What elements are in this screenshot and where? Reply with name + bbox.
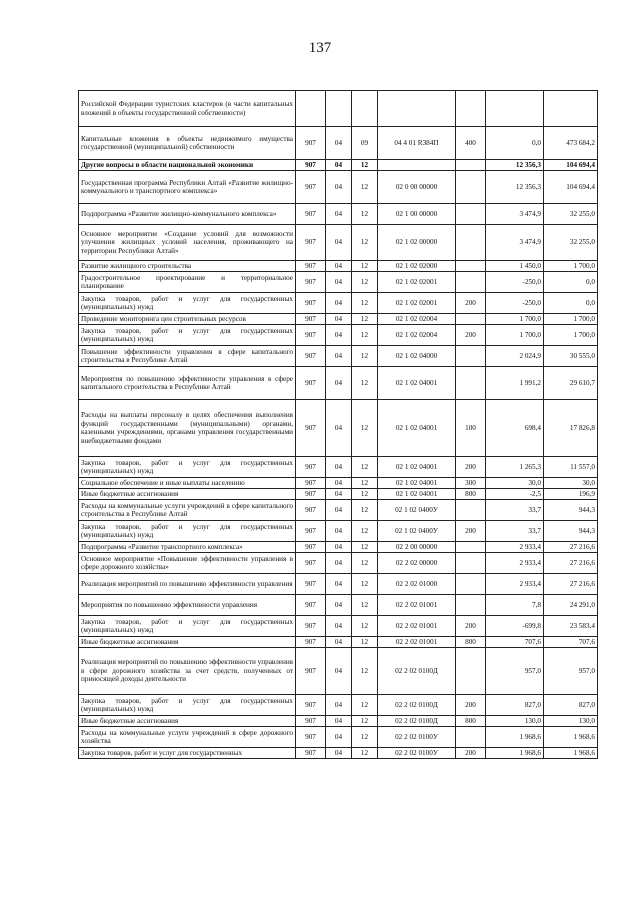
row-name: Мероприятия по повышению эффективности управления (79, 595, 296, 616)
row-name: Иные бюджетные ассигнования (79, 489, 296, 500)
row-rz-code: 04 (326, 542, 352, 553)
row-rz-code: 04 (326, 748, 352, 759)
row-gr-code: 907 (296, 160, 326, 171)
table-row (79, 521, 598, 542)
row-pr-code: 09 (352, 127, 378, 160)
row-amount-1: 1 968,6 (486, 727, 544, 748)
table-row (79, 478, 598, 489)
row-name: Государственная программа Республики Алтай «Развитие жилищно-коммунального и транспортного комплекса» (79, 171, 296, 204)
row-csr-code (378, 160, 456, 171)
row-rz-code: 04 (326, 695, 352, 716)
row-csr-code: 02 1 02 04001 (378, 367, 456, 400)
row-amount-2: 30,0 (544, 478, 598, 489)
row-pr-code: 12 (352, 457, 378, 478)
row-name: Российской Федерации туристских кластеров (в части капитальных вложений в объекты государственной собственности) (79, 91, 296, 127)
row-rz-code: 04 (326, 478, 352, 489)
row-amount-1: 957,0 (486, 648, 544, 695)
row-amount-1: -699,8 (486, 616, 544, 637)
row-gr-code: 907 (296, 314, 326, 325)
table-row (79, 261, 598, 272)
row-pr-code: 12 (352, 367, 378, 400)
row-rz-code: 04 (326, 293, 352, 314)
row-name: Подпрограмма «Развитие транспортного комплекса» (79, 542, 296, 553)
row-vr-code (456, 500, 486, 521)
row-vr-code: 400 (456, 127, 486, 160)
row-amount-2: 1 700,0 (544, 261, 598, 272)
table-row (79, 91, 598, 127)
row-amount-1: 12 356,3 (486, 160, 544, 171)
row-vr-code (456, 225, 486, 261)
row-amount-2: 24 291,0 (544, 595, 598, 616)
table-row (79, 727, 598, 748)
row-amount-1: -250,0 (486, 272, 544, 293)
row-vr-code (456, 314, 486, 325)
table-row (79, 314, 598, 325)
table-row (79, 542, 598, 553)
row-vr-code (456, 272, 486, 293)
row-gr-code: 907 (296, 500, 326, 521)
row-vr-code (456, 261, 486, 272)
row-vr-code: 800 (456, 637, 486, 648)
row-amount-1: 33,7 (486, 521, 544, 542)
row-pr-code: 12 (352, 261, 378, 272)
row-name: Социальное обеспечение и иные выплаты населению (79, 478, 296, 489)
row-gr-code: 907 (296, 478, 326, 489)
row-rz-code: 04 (326, 367, 352, 400)
row-amount-1: 1 700,0 (486, 314, 544, 325)
row-amount-2: 1 700,0 (544, 314, 598, 325)
row-gr-code: 907 (296, 293, 326, 314)
row-rz-code: 04 (326, 489, 352, 500)
row-name: Закупка товаров, работ и услуг для государственных (муниципальных) нужд (79, 616, 296, 637)
row-vr-code (456, 648, 486, 695)
row-pr-code: 12 (352, 748, 378, 759)
row-pr-code: 12 (352, 616, 378, 637)
row-rz-code: 04 (326, 595, 352, 616)
row-amount-1: 827,0 (486, 695, 544, 716)
row-name: Закупка товаров, работ и услуг для государственных (79, 748, 296, 759)
row-amount-1: 12 356,3 (486, 171, 544, 204)
table-row (79, 225, 598, 261)
row-csr-code: 02 1 02 04000 (378, 346, 456, 367)
row-vr-code: 800 (456, 489, 486, 500)
row-amount-1: 2 933,4 (486, 542, 544, 553)
row-amount-2: 32 255,0 (544, 225, 598, 261)
row-pr-code: 12 (352, 160, 378, 171)
row-vr-code: 200 (456, 293, 486, 314)
table-row (79, 457, 598, 478)
row-amount-2: 23 583,4 (544, 616, 598, 637)
table-row (79, 160, 598, 171)
row-amount-2: 27 216,6 (544, 574, 598, 595)
row-pr-code: 12 (352, 400, 378, 457)
row-gr-code: 907 (296, 616, 326, 637)
row-name: Закупка товаров, работ и услуг для государственных (муниципальных) нужд (79, 293, 296, 314)
row-rz-code: 04 (326, 716, 352, 727)
row-amount-2: 196,9 (544, 489, 598, 500)
row-amount-2: 944,3 (544, 521, 598, 542)
row-csr-code: 04 4 01 R384П (378, 127, 456, 160)
row-vr-code (456, 346, 486, 367)
row-amount-1 (486, 91, 544, 127)
row-name: Реализация мероприятий по повышению эффективности управления в сфере дорожного хозяйства за счет средств, полученных от приносящей доходы деятельности (79, 648, 296, 695)
row-gr-code: 907 (296, 489, 326, 500)
row-amount-2: 827,0 (544, 695, 598, 716)
row-amount-1: 3 474,9 (486, 225, 544, 261)
row-amount-1: 1 450,0 (486, 261, 544, 272)
row-amount-2: 944,3 (544, 500, 598, 521)
row-csr-code: 02 1 02 04001 (378, 478, 456, 489)
row-gr-code: 907 (296, 748, 326, 759)
row-amount-1: 698,4 (486, 400, 544, 457)
table-row (79, 748, 598, 759)
row-vr-code: 200 (456, 521, 486, 542)
table-row (79, 616, 598, 637)
row-vr-code (456, 553, 486, 574)
table-row (79, 695, 598, 716)
row-amount-1: 1 991,2 (486, 367, 544, 400)
row-vr-code: 200 (456, 748, 486, 759)
row-vr-code (456, 171, 486, 204)
row-gr-code: 907 (296, 648, 326, 695)
row-csr-code: 02 2 02 01001 (378, 595, 456, 616)
row-csr-code: 02 1 02 04001 (378, 457, 456, 478)
row-rz-code: 04 (326, 272, 352, 293)
row-pr-code: 12 (352, 695, 378, 716)
row-rz-code: 04 (326, 325, 352, 346)
row-name: Градостроительное проектирование и территориальное планирование (79, 272, 296, 293)
row-rz-code: 04 (326, 160, 352, 171)
row-pr-code (352, 91, 378, 127)
row-csr-code: 02 2 02 0100У (378, 748, 456, 759)
row-amount-2: 0,0 (544, 272, 598, 293)
budget-table-body (79, 91, 598, 759)
row-gr-code: 907 (296, 695, 326, 716)
row-gr-code: 907 (296, 367, 326, 400)
row-amount-2: 104 694,4 (544, 171, 598, 204)
row-gr-code: 907 (296, 261, 326, 272)
row-vr-code: 200 (456, 695, 486, 716)
row-rz-code: 04 (326, 521, 352, 542)
row-gr-code: 907 (296, 325, 326, 346)
row-rz-code: 04 (326, 314, 352, 325)
row-gr-code: 907 (296, 521, 326, 542)
row-amount-2: 27 216,6 (544, 542, 598, 553)
row-amount-2: 707,6 (544, 637, 598, 648)
row-csr-code: 02 2 02 0100Д (378, 648, 456, 695)
row-gr-code: 907 (296, 595, 326, 616)
row-pr-code: 12 (352, 542, 378, 553)
row-vr-code: 100 (456, 400, 486, 457)
row-gr-code: 907 (296, 171, 326, 204)
table-row (79, 716, 598, 727)
row-vr-code (456, 367, 486, 400)
table-row (79, 171, 598, 204)
budget-table (78, 90, 598, 759)
row-vr-code: 300 (456, 478, 486, 489)
row-rz-code: 04 (326, 261, 352, 272)
row-csr-code: 02 2 02 01001 (378, 637, 456, 648)
row-amount-2: 1 968,6 (544, 748, 598, 759)
row-amount-2: 130,0 (544, 716, 598, 727)
row-amount-1: 7,8 (486, 595, 544, 616)
row-pr-code: 12 (352, 553, 378, 574)
row-pr-code: 12 (352, 716, 378, 727)
row-pr-code: 12 (352, 272, 378, 293)
table-row (79, 595, 598, 616)
row-rz-code: 04 (326, 727, 352, 748)
row-rz-code: 04 (326, 616, 352, 637)
row-name: Закупка товаров, работ и услуг для государственных (муниципальных) нужд (79, 695, 296, 716)
row-csr-code: 02 2 02 01000 (378, 574, 456, 595)
row-amount-1: 1 700,0 (486, 325, 544, 346)
row-csr-code (378, 91, 456, 127)
row-name: Расходы на коммунальные услуги учреждений в сфере капитального строительства в Республике Алтай (79, 500, 296, 521)
row-amount-1: 130,0 (486, 716, 544, 727)
row-pr-code: 12 (352, 346, 378, 367)
row-rz-code: 04 (326, 648, 352, 695)
table-row (79, 293, 598, 314)
row-csr-code: 02 1 02 0400У (378, 500, 456, 521)
row-csr-code: 02 2 02 0100Д (378, 716, 456, 727)
row-gr-code: 907 (296, 574, 326, 595)
row-amount-2: 473 684,2 (544, 127, 598, 160)
row-name: Иные бюджетные ассигнования (79, 637, 296, 648)
row-amount-2: 1 700,0 (544, 325, 598, 346)
table-row (79, 648, 598, 695)
row-gr-code (296, 91, 326, 127)
row-vr-code (456, 727, 486, 748)
row-name: Расходы на выплаты персоналу в целях обеспечения выполнения функций государственными (муниципальными) органами, казенными учреждениями, органами управления государственными внебюджетными фондами (79, 400, 296, 457)
row-gr-code: 907 (296, 542, 326, 553)
row-amount-2: 30 555,0 (544, 346, 598, 367)
row-csr-code: 02 1 00 00000 (378, 204, 456, 225)
row-gr-code: 907 (296, 637, 326, 648)
row-rz-code: 04 (326, 127, 352, 160)
row-pr-code: 12 (352, 171, 378, 204)
table-row (79, 553, 598, 574)
row-vr-code: 200 (456, 457, 486, 478)
row-amount-1: 30,0 (486, 478, 544, 489)
row-pr-code: 12 (352, 204, 378, 225)
row-amount-1: 1 265,3 (486, 457, 544, 478)
row-csr-code: 02 1 02 04001 (378, 400, 456, 457)
row-amount-1: -2,5 (486, 489, 544, 500)
row-amount-1: 3 474,9 (486, 204, 544, 225)
row-gr-code: 907 (296, 553, 326, 574)
row-gr-code: 907 (296, 346, 326, 367)
row-gr-code: 907 (296, 716, 326, 727)
row-name: Основное мероприятие «Создание условий для возможности улучшения жилищных условий населения, проживающего на территории Республики Алтай» (79, 225, 296, 261)
row-amount-1: 2 933,4 (486, 553, 544, 574)
row-vr-code: 800 (456, 716, 486, 727)
row-csr-code: 02 1 02 02004 (378, 314, 456, 325)
row-pr-code: 12 (352, 521, 378, 542)
row-amount-1: 2 024,9 (486, 346, 544, 367)
row-vr-code (456, 542, 486, 553)
row-csr-code: 02 1 02 02001 (378, 272, 456, 293)
row-name: Проведение мониторинга цен строительных ресурсов (79, 314, 296, 325)
row-pr-code: 12 (352, 648, 378, 695)
row-name: Закупка товаров, работ и услуг для государственных (муниципальных) нужд (79, 521, 296, 542)
row-csr-code: 02 1 02 02004 (378, 325, 456, 346)
row-name: Мероприятия по повышению эффективности управления в сфере капитального строительства в Республике Алтай (79, 367, 296, 400)
row-amount-2: 27 216,6 (544, 553, 598, 574)
table-row (79, 272, 598, 293)
row-name: Иные бюджетные ассигнования (79, 716, 296, 727)
page-number: 137 (308, 40, 332, 56)
row-vr-code: 200 (456, 325, 486, 346)
table-row (79, 346, 598, 367)
row-name: Расходы на коммунальные услуги учреждений в сфере дорожного хозяйства (79, 727, 296, 748)
row-name: Закупка товаров, работ и услуг для государственных (муниципальных) нужд (79, 325, 296, 346)
row-vr-code (456, 595, 486, 616)
row-vr-code (456, 574, 486, 595)
row-amount-2: 0,0 (544, 293, 598, 314)
row-amount-1: 0,0 (486, 127, 544, 160)
row-csr-code: 02 2 00 00000 (378, 542, 456, 553)
row-pr-code: 12 (352, 314, 378, 325)
row-rz-code: 04 (326, 553, 352, 574)
table-row (79, 574, 598, 595)
table-row (79, 325, 598, 346)
row-name: Капитальные вложения в объекты недвижимого имущества государственной (муниципальной) собственности (79, 127, 296, 160)
row-csr-code: 02 2 02 0100Д (378, 695, 456, 716)
row-pr-code: 12 (352, 225, 378, 261)
row-pr-code: 12 (352, 293, 378, 314)
row-rz-code: 04 (326, 225, 352, 261)
row-amount-2: 32 255,0 (544, 204, 598, 225)
row-gr-code: 907 (296, 225, 326, 261)
row-amount-1: -250,0 (486, 293, 544, 314)
row-csr-code: 02 1 02 02000 (378, 261, 456, 272)
row-name: Повышение эффективности управления в сфере капитального строительства в Республике Алтай (79, 346, 296, 367)
row-amount-2: 1 968,6 (544, 727, 598, 748)
table-row (79, 127, 598, 160)
table-row (79, 489, 598, 500)
row-amount-2: 17 826,8 (544, 400, 598, 457)
row-pr-code: 12 (352, 595, 378, 616)
row-name: Основное мероприятие «Повышение эффективности управления в сфере дорожного хозяйства» (79, 553, 296, 574)
row-csr-code: 02 2 02 00000 (378, 553, 456, 574)
row-name: Развитие жилищного строительства (79, 261, 296, 272)
row-amount-2: 29 610,7 (544, 367, 598, 400)
row-rz-code: 04 (326, 574, 352, 595)
row-gr-code: 907 (296, 400, 326, 457)
row-vr-code: 200 (456, 616, 486, 637)
row-pr-code: 12 (352, 574, 378, 595)
row-rz-code: 04 (326, 457, 352, 478)
row-rz-code: 04 (326, 637, 352, 648)
row-csr-code: 02 1 02 0400У (378, 521, 456, 542)
row-csr-code: 02 2 02 01001 (378, 616, 456, 637)
row-amount-1: 2 933,4 (486, 574, 544, 595)
row-amount-1: 1 968,6 (486, 748, 544, 759)
table-row (79, 637, 598, 648)
row-rz-code: 04 (326, 204, 352, 225)
row-amount-1: 33,7 (486, 500, 544, 521)
row-rz-code: 04 (326, 500, 352, 521)
row-name: Другие вопросы в области национальной экономики (79, 160, 296, 171)
row-gr-code: 907 (296, 127, 326, 160)
row-csr-code: 02 1 02 04001 (378, 489, 456, 500)
table-row (79, 367, 598, 400)
row-pr-code: 12 (352, 489, 378, 500)
row-vr-code (456, 204, 486, 225)
row-csr-code: 02 1 02 00000 (378, 225, 456, 261)
row-rz-code: 04 (326, 400, 352, 457)
row-pr-code: 12 (352, 637, 378, 648)
row-csr-code: 02 2 02 0100У (378, 727, 456, 748)
row-pr-code: 12 (352, 325, 378, 346)
row-pr-code: 12 (352, 500, 378, 521)
row-gr-code: 907 (296, 727, 326, 748)
row-name: Реализация мероприятий по повышению эффективности управления (79, 574, 296, 595)
row-name: Закупка товаров, работ и услуг для государственных (муниципальных) нужд (79, 457, 296, 478)
row-name: Подпрограмма «Развитие жилищно-коммунального комплекса» (79, 204, 296, 225)
row-amount-2: 11 557,0 (544, 457, 598, 478)
row-amount-2: 104 694,4 (544, 160, 598, 171)
row-rz-code: 04 (326, 346, 352, 367)
row-vr-code (456, 160, 486, 171)
row-csr-code: 02 1 02 02001 (378, 293, 456, 314)
row-amount-1: 707,6 (486, 637, 544, 648)
row-rz-code: 04 (326, 171, 352, 204)
table-row (79, 400, 598, 457)
row-gr-code: 907 (296, 204, 326, 225)
row-pr-code: 12 (352, 727, 378, 748)
row-gr-code: 907 (296, 272, 326, 293)
row-vr-code (456, 91, 486, 127)
row-gr-code: 907 (296, 457, 326, 478)
row-rz-code (326, 91, 352, 127)
row-amount-2: 957,0 (544, 648, 598, 695)
row-csr-code: 02 0 00 00000 (378, 171, 456, 204)
table-row (79, 204, 598, 225)
table-row (79, 500, 598, 521)
row-pr-code: 12 (352, 478, 378, 489)
row-amount-2 (544, 91, 598, 127)
